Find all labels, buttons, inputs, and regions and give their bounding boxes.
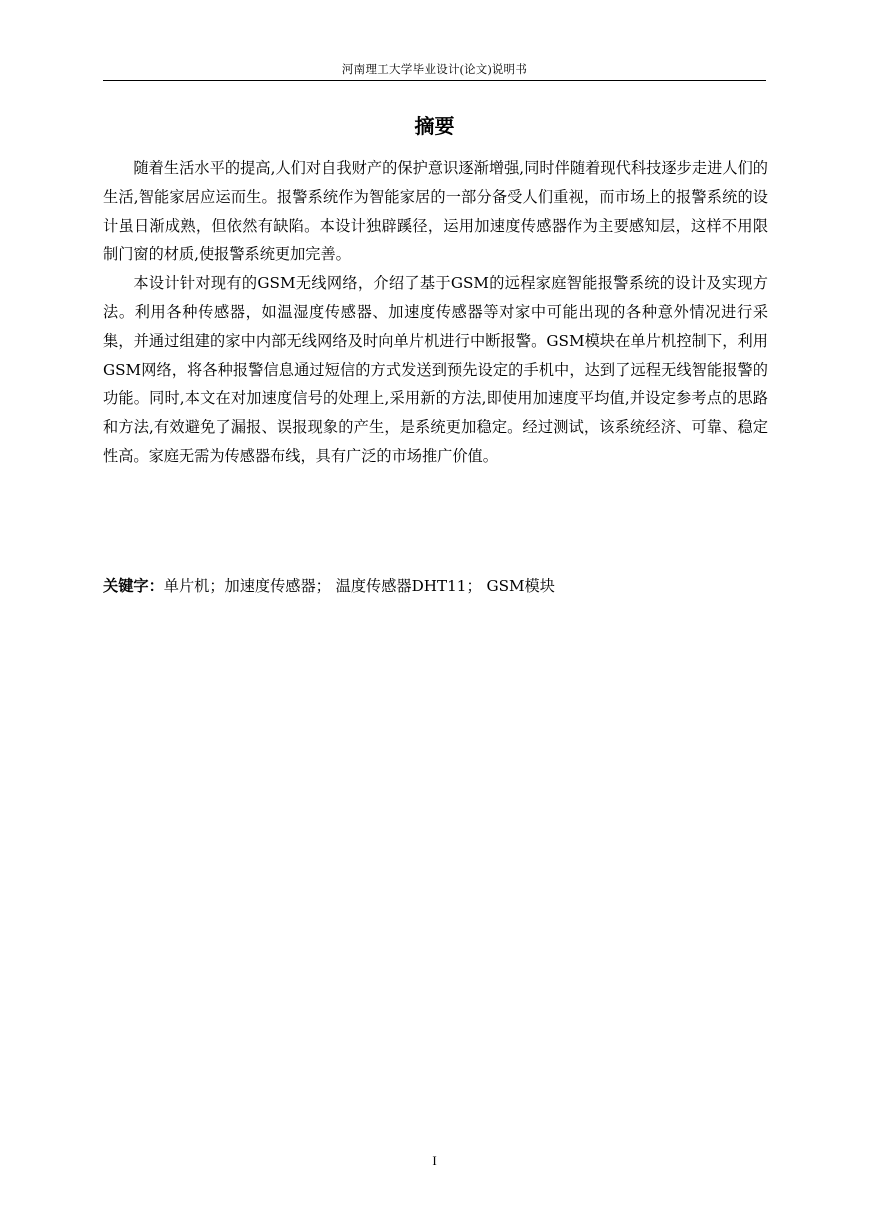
abstract-paragraph-2: 本设计针对现有的GSM无线网络，介绍了基于GSM的远程家庭智能报警系统的设计及实现方法。利用各种传感器，如温湿度传感器、加速度传感器等对家中可能出现的各种意外情况进行采集，并通过组建的家中内部无线网络及时向单片机进行中断报警。GSM模块在单片机控制下，利用GSM网络，将各种报警信息通过短信的方式发送到预先设定的手机中，达到了远程无线智能报警的功能。同时,本文在对加速度信号的处理上,采用新的方法,即使用加速度平均值,并设定参考点的思路和方法,有效避免了漏报、误报现象的产生，是系统更加稳定。经过测试，该系统经济、可靠、稳定性高。家庭无需为传感器布线，具有广泛的市场推广价值。	[103, 274, 768, 465]
page-header	[103, 62, 766, 81]
abstract-body	[103, 154, 768, 471]
page-number: I	[432, 1153, 437, 1168]
keywords-line	[103, 572, 768, 600]
keywords-label: 关键字：	[103, 577, 164, 595]
page-title: 摘要	[414, 114, 455, 138]
abstract-paragraph-1: 随着生活水平的提高,人们对自我财产的保护意识逐渐增强,同时伴随着现代科技逐步走进人们的生活,智能家居应运而生。报警系统作为智能家居的一部分备受人们重视，而市场上的报警系统的设计虽日渐成熟，但依然有缺陷。本设计独辟蹊径，运用加速度传感器作为主要感知层，这样不用限制门窗的材质,使报警系统更加完善。	[103, 159, 768, 264]
keywords-text: 单片机；加速度传感器； 温度传感器DHT11； GSM模块	[163, 577, 555, 595]
page-header-text: 河南理工大学毕业设计(论文)说明书	[341, 64, 528, 76]
